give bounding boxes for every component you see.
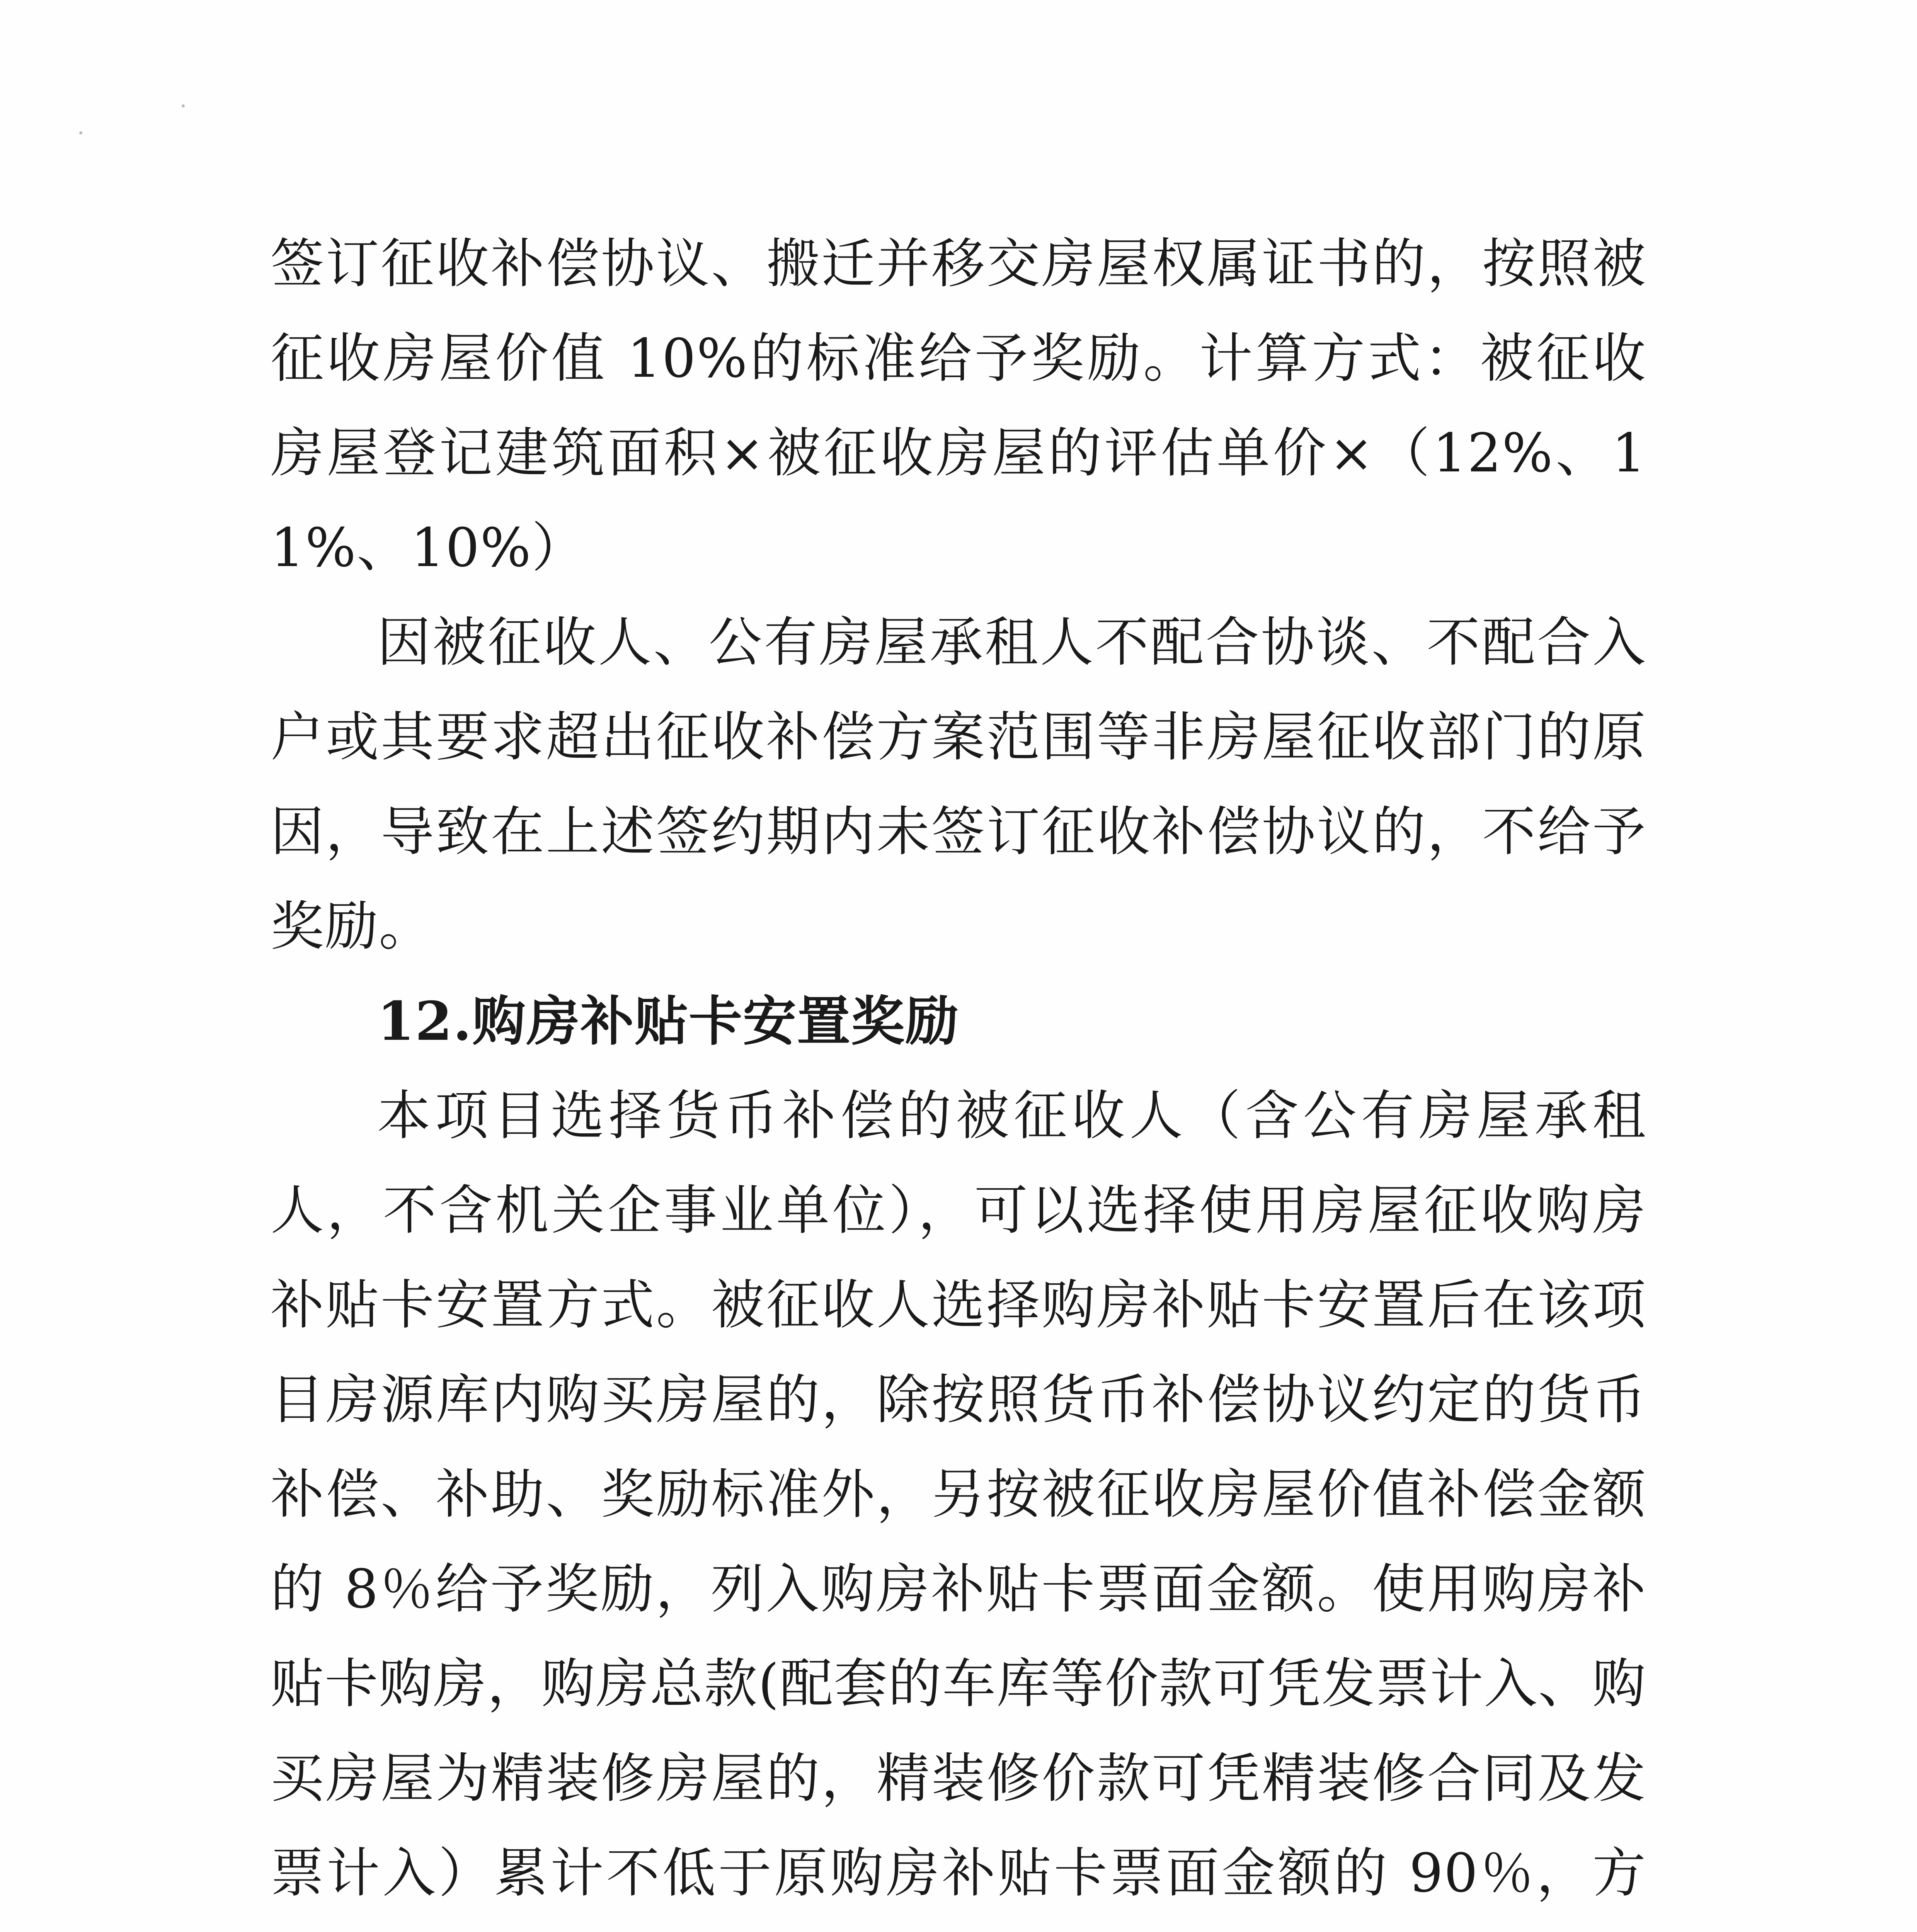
document-body: [271, 216, 1646, 1932]
paragraph-reward-calculation: 签订征收补偿协议、搬迁并移交房屋权属证书的，按照被征收房屋价值 10%的标准给予奖励。计算方式：被征收房屋登记建筑面积×被征收房屋的评估单价×（12%、11%、10%）: [271, 233, 1646, 579]
section-heading-housing-subsidy-card: 12.购房补贴卡安置奖励: [377, 990, 960, 1053]
scan-speck: [182, 104, 185, 107]
paragraph-subsidy-card-details: 本项目选择货币补偿的被征收人（含公有房屋承租人，不含机关企事业单位），可以选择使用房屋征收购房补贴卡安置方式。被征收人选择购房补贴卡安置后在该项目房源库内购买房屋的，除按照货币补偿协议约定的货币补偿、补助、奖励标准外，另按被征收房屋价值补偿金额的 8％给予奖励，列入购房补贴卡票面金额。使用购房补贴卡购房，购房总款(配套的车库等价款可凭发票计入、购买房屋为精装修房屋的，精装修价款可凭精装修合同及发票计入）累计不低于原购房补贴卡票面金额的 90％，方: [271, 1085, 1646, 1904]
scan-speck: [79, 131, 82, 134]
paragraph-no-reward-condition: 因被征收人、公有房屋承租人不配合协谈、不配合入户或其要求超出征收补偿方案范围等非房屋征收部门的原因，导致在上述签约期内未签订征收补偿协议的，不给予奖励。: [271, 611, 1646, 957]
